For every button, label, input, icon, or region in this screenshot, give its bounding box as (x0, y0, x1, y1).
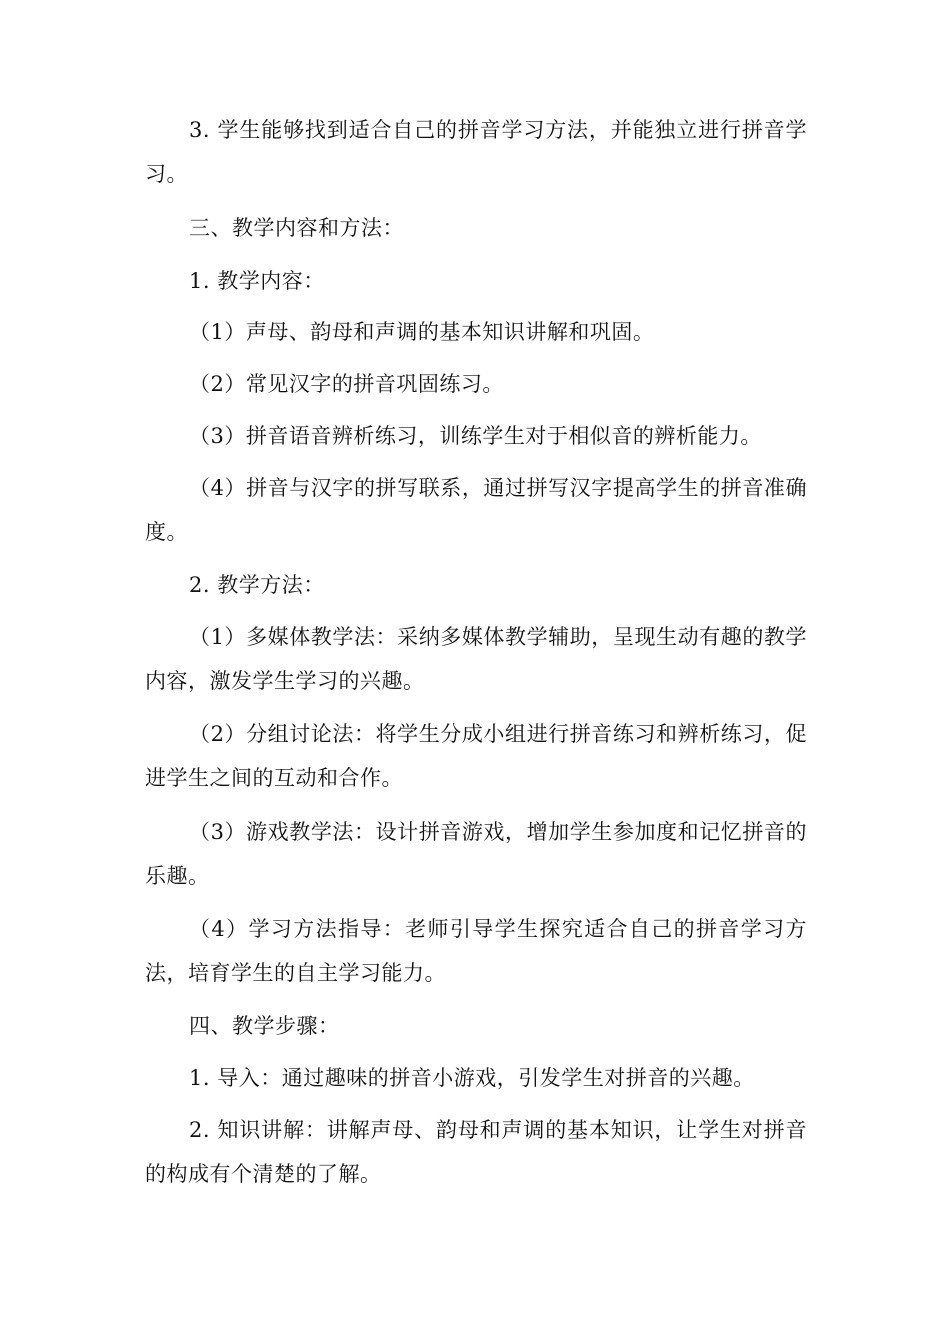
content-item-1: （1）声母、韵母和声调的基本知识讲解和巩固。 (189, 320, 655, 344)
content-item-4: （4）拼音与汉字的拼写联系，通过拼写汉字提高学生的拼音准确度。 (145, 476, 807, 544)
paragraph-objective-3: 3. 学生能够找到适合自己的拼音学习方法，并能独立进行拼音学习。 (145, 118, 807, 186)
subheading-teaching-content: 1. 教学内容： (189, 269, 325, 293)
step-item-1: 1. 导入：通过趣味的拼音小游戏，引发学生对拼音的兴趣。 (189, 1066, 755, 1090)
content-item-2: （2）常见汉字的拼音巩固练习。 (189, 372, 504, 396)
section-heading-teaching-steps: 四、教学步骤： (189, 1014, 340, 1038)
method-item-1: （1）多媒体教学法：采纳多媒体教学辅助，呈现生动有趣的教学内容，激发学生学习的兴趣。 (145, 625, 807, 693)
step-item-2: 2. 知识讲解：讲解声母、韵母和声调的基本知识，让学生对拼音的构成有个清楚的了解。 (145, 1118, 807, 1186)
section-heading-content-methods: 三、教学内容和方法： (189, 216, 404, 240)
method-item-2: （2）分组讨论法：将学生分成小组进行拼音练习和辨析练习，促进学生之间的互动和合作。 (145, 722, 807, 790)
subheading-teaching-methods: 2. 教学方法： (189, 573, 325, 597)
method-item-3: （3）游戏教学法：设计拼音游戏，增加学生参加度和记忆拼音的乐趣。 (145, 820, 807, 888)
content-item-3: （3）拼音语音辨析练习，训练学生对于相似音的辨析能力。 (189, 424, 762, 448)
method-item-4: （4）学习方法指导：老师引导学生探究适合自己的拼音学习方法，培育学生的自主学习能力。 (145, 917, 807, 985)
